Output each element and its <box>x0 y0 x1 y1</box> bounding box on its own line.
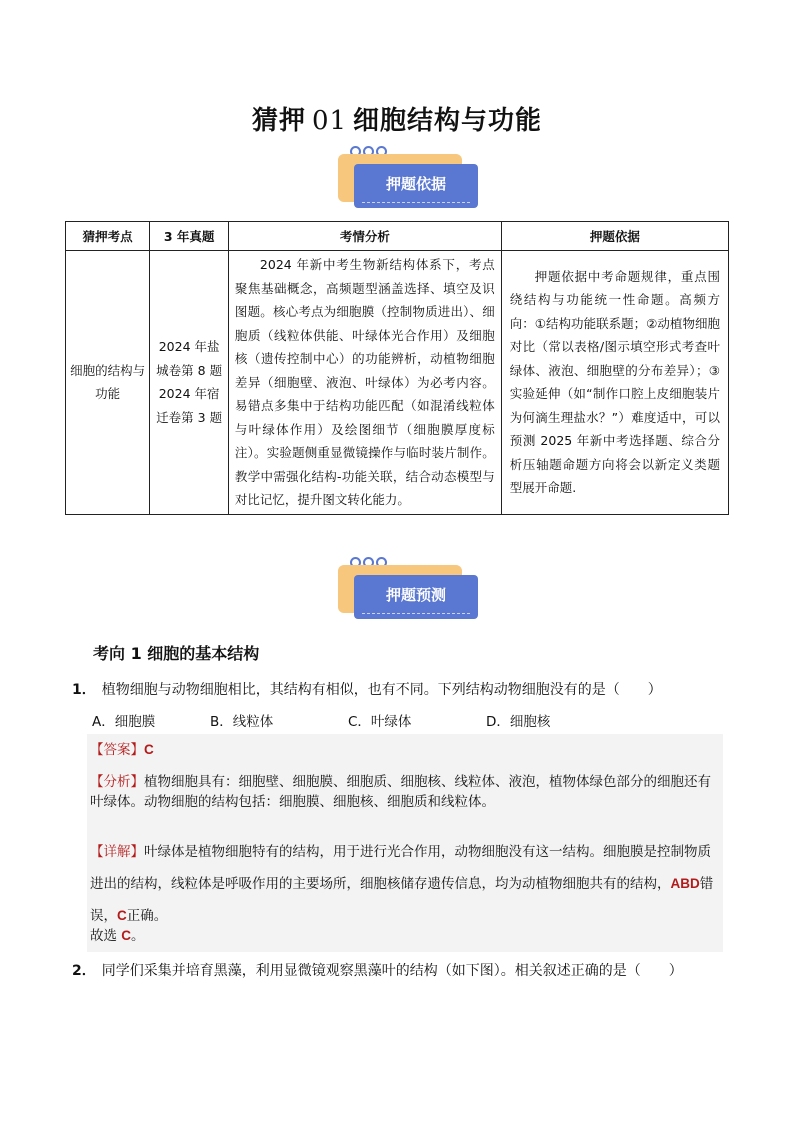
detail-c: C <box>117 908 127 923</box>
answer-box <box>87 734 723 952</box>
detail-paragraph <box>90 836 722 932</box>
title-prefix: 猜押 <box>251 106 306 136</box>
detail-text: 叶绿体是植物细胞特有的结构，用于进行光合作用，动物细胞没有这一结构。细胞膜是控制物质进出的结构，线粒体是呼吸作用的主要场所，细胞核储存遗传信息，均为动植物细胞共有的结构， <box>90 844 711 892</box>
option-c: C．叶绿体 <box>348 714 412 730</box>
option-a: A．细胞膜 <box>92 714 156 730</box>
cell-topic: 细胞的结构与功能 <box>66 251 150 515</box>
answer-line <box>90 740 722 760</box>
question-2 <box>72 960 683 980</box>
analysis-paragraph <box>90 772 722 812</box>
badge-label: 押题预测 <box>354 575 478 619</box>
detail-text-2: 错误， <box>90 876 714 924</box>
detail-abd: ABD <box>670 876 700 891</box>
header-topic: 猜押考点 <box>66 222 150 251</box>
question-number: 1． <box>72 682 96 698</box>
header-exams: 3 年真题 <box>150 222 229 251</box>
detail-text-3: 正确。 <box>126 908 168 924</box>
conclusion-end: 。 <box>131 928 145 944</box>
title-number: 01 <box>311 106 348 136</box>
header-analysis: 考情分析 <box>228 222 501 251</box>
analysis-text: 植物细胞具有：细胞壁、细胞膜、细胞质、细胞核、线粒体、液泡，植物体绿色部分的细胞还有叶绿体。动物细胞的结构包括：细胞膜、细胞核、细胞质和线粒体。 <box>90 774 711 810</box>
section-title: 考向 1 细胞的基本结构 <box>93 644 260 663</box>
answer-tag: 【答案】 <box>90 742 144 758</box>
page-title <box>0 100 794 137</box>
title-text: 细胞结构与功能 <box>353 106 543 136</box>
cell-exams: 2024 年盐城卷第 8 题 2024 年宿迁卷第 3 题 <box>150 251 229 515</box>
question-stem: 植物细胞与动物细胞相比，其结构有相似，也有不同。下列结构动物细胞没有的是（ ） <box>101 682 662 698</box>
badge-label: 押题依据 <box>354 164 478 208</box>
question-1 <box>72 679 662 699</box>
cell-basis: 押题依据中考命题规律，重点围绕结构与功能统一性命题。高频方向：①结构功能联系题；②动植物细胞对比（常以表格/图示填空形式考查叶绿体、液泡、细胞壁的分布差异）；③实验延伸（如“制作口腔上皮细胞装片为何滴生理盐水？”）难度适中，可以预测 2025 年新中考选择题、综合分析压轴题命题方向将会以新定义类题型展开命题. <box>501 251 728 515</box>
analysis-tag: 【分析】 <box>90 774 144 790</box>
question-1-options <box>92 710 550 730</box>
detail-tag: 【详解】 <box>90 844 144 860</box>
question-stem: 同学们采集并培育黑藻，利用显微镜观察黑藻叶的结构（如下图）。相关叙述正确的是（ ） <box>101 963 683 979</box>
option-d: D．细胞核 <box>486 714 551 730</box>
badge-prediction <box>338 557 478 627</box>
header-basis: 押题依据 <box>501 222 728 251</box>
badge-basis <box>338 146 478 216</box>
answer-value: C <box>144 742 154 757</box>
conclusion-text: 故选 <box>90 928 122 944</box>
question-number: 2． <box>72 963 96 979</box>
table-row <box>66 251 729 515</box>
analysis-table <box>65 221 729 515</box>
conclusion-answer: C <box>121 928 132 943</box>
table-header-row <box>66 222 729 251</box>
cell-analysis: 2024 年新中考生物新结构体系下，考点聚焦基础概念，高频题型涵盖选择、填空及识图题。核心考点为细胞膜（控制物质进出）、细胞质（线粒体供能、叶绿体光合作用）及细胞核（遗传控制中心）的功能辨析，动植物细胞差异（细胞壁、液泡、叶绿体）为必考内容。易错点多集中于结构功能匹配（如混淆线粒体与叶绿体作用）及绘图细节（细胞膜厚度标注）。实验题侧重显微镜操作与临时装片制作。教学中需强化结构-功能关联，结合动态模型与对比记忆，提升图文转化能力。 <box>228 251 501 515</box>
option-b: B．线粒体 <box>210 714 274 730</box>
conclusion-line <box>90 926 722 946</box>
